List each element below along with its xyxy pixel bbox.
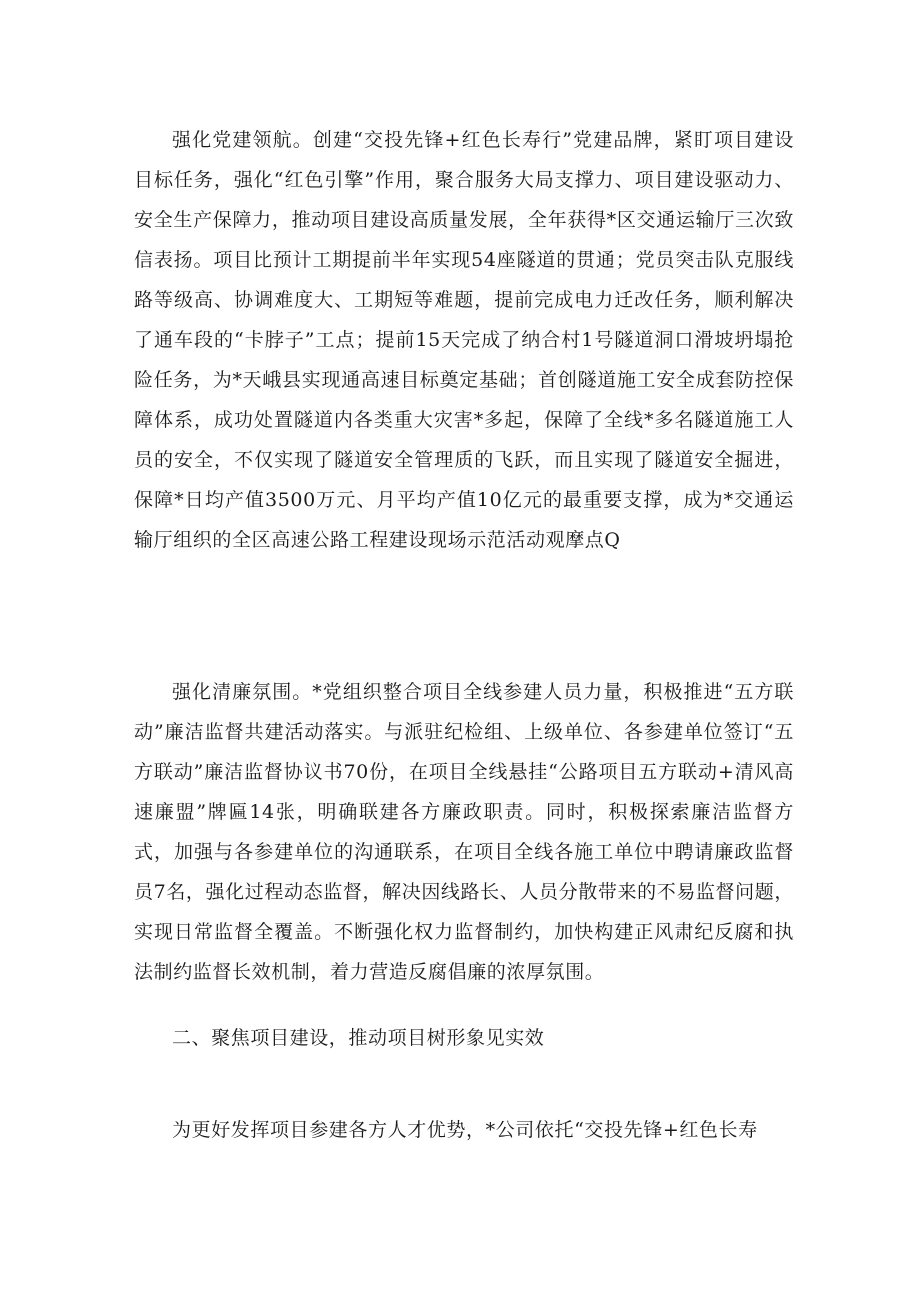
- paragraph-clean-atmosphere: 强化清廉氛围。*党组织整合项目全线参建人员力量，积极推进“五方联动”廉洁监督共建活动落实。与派驻纪检组、上级单位、各参建单位签订“五方联动”廉洁监督协议书70份，在项目全线悬挂“公路项目五方联动+清风高速廉盟”牌匾14张，明确联建各方廉政职责。同时，积极探索廉洁监督方式，加强与各参建单位的沟通联系，在项目全线各施工单位中聘请廉政监督员7名，强化过程动态监督，解决因线路长、人员分散带来的不易监督问题，实现日常监督全覆盖。不断强化权力监督制约，加快构建正风肃纪反腐和执法制约监督长效机制，着力营造反腐倡廉的浓厚氛围。: [134, 681, 794, 983]
- paragraph-project-talent: 为更好发挥项目参建各方人才优势，*公司依托“交投先锋+红色长寿: [172, 1119, 758, 1141]
- section-heading: 二、聚焦项目建设，推动项目树形象见实效: [172, 1027, 545, 1049]
- paragraph-party-building: 强化党建领航。创建“交投先锋+红色长寿行”党建品牌，紧盯项目建设目标任务，强化“红色引擎”作用，聚合服务大局支撑力、项目建设驱动力、安全生产保障力，推动项目建设高质量发展，全年获得*区交通运输厅三次致信表扬。项目比预计工期提前半年实现54座隧道的贯通；党员突击队克服线路等级高、协调难度大、工期短等难题，提前完成电力迁改任务，顺利解决了通车段的“卡脖子”工点；提前15天完成了纳合村1号隧道洞口滑坡坍塌抢险任务，为*天峨县实现通高速目标奠定基础；首创隧道施工安全成套防控保障体系，成功处置隧道内各类重大灾害*多起，保障了全线*多名隧道施工人员的安全，不仅实现了隧道安全管理质的飞跃，而且实现了隧道安全掘进，保障*日均产值3500万元、月平均产值10亿元的最重要支撑，成为*交通运输厅组织的全区高速公路工程建设现场示范活动观摩点Q: [134, 129, 794, 551]
